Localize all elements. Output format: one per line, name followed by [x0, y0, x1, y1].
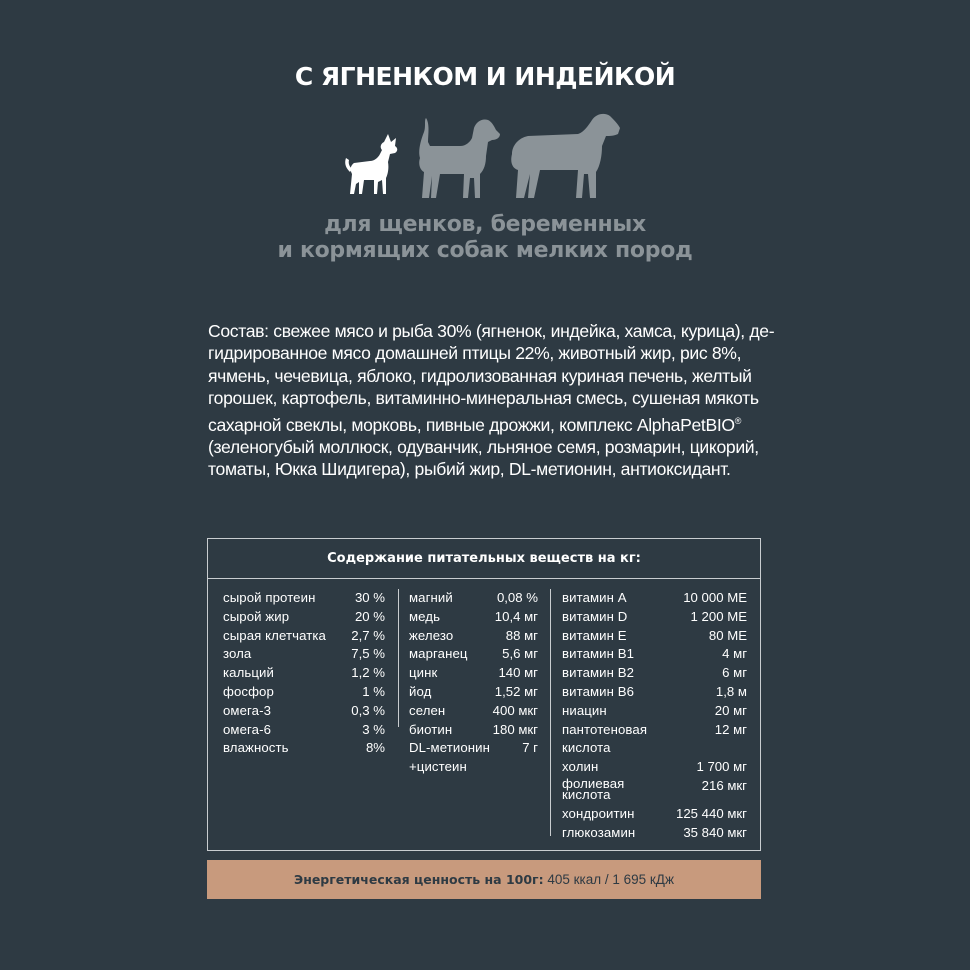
nutrient-name: глюкозамин: [562, 824, 636, 840]
nutrient-name: сырая клетчатка: [223, 627, 326, 643]
nutrient-row: [562, 824, 747, 843]
nutrient-name: биотин: [409, 721, 453, 737]
nutrient-value: 30 %: [354, 590, 385, 605]
nutrient-row: [223, 702, 385, 721]
nutrient-name: пантотеновая кислота: [562, 721, 648, 756]
nutrient-row: [562, 702, 747, 721]
subtitle-line-1: для щенков, беременных: [324, 212, 646, 237]
nutrient-name: омега-6: [223, 721, 272, 737]
nutrient-row: [409, 702, 538, 721]
nutrient-value: 10,4 мг: [494, 608, 538, 624]
nutrient-name: витамин В6: [562, 683, 635, 699]
nutrient-row: [562, 608, 747, 627]
nutrient-column-basic: [223, 589, 385, 758]
nutrient-row: [223, 721, 385, 740]
nutrient-row: [562, 627, 747, 646]
nutrient-name: омега-3: [223, 702, 272, 718]
nutrient-name: витамин В1: [562, 646, 635, 662]
dog-size-icons: [340, 112, 620, 204]
nutrient-row: [409, 645, 538, 664]
composition-line-text: сахарной свеклы, морковь, пивные дрожжи, комплекс AlphaPetBIO: [208, 414, 735, 435]
nutrient-value: 125 440 мкг: [676, 805, 747, 821]
nutrient-row: [409, 739, 538, 758]
nutrient-value: 6 мг: [722, 665, 747, 681]
nutrient-value: 140 мг: [498, 665, 538, 681]
nutrient-row: [562, 805, 747, 824]
nutrient-name: витамин D: [562, 608, 628, 624]
nutrient-value: 180 мкг: [492, 721, 538, 737]
composition-line: ячмень, чечевица, яблоко, гидролизованная куриная печень, желтый: [208, 365, 752, 386]
composition-line: горошек, картофель, витаминно-минеральная смесь, сушеная мякоть: [208, 388, 759, 409]
nutrient-name: сырой жир: [223, 608, 290, 624]
energy-value-bar: [207, 860, 761, 899]
nutrient-name: холин: [562, 759, 599, 775]
nutrient-name: +цистеин: [409, 759, 467, 775]
nutrient-row: [409, 683, 538, 702]
nutrient-row: [223, 739, 385, 758]
registered-mark: ®: [734, 415, 742, 426]
nutrient-row: [409, 589, 538, 608]
nutrient-row: [409, 627, 538, 646]
column-divider: [550, 589, 551, 836]
composition-text: [208, 320, 775, 481]
nutrient-row: [562, 589, 747, 608]
column-divider: [398, 589, 399, 727]
nutrient-row: [223, 683, 385, 702]
nutrient-row: [223, 589, 385, 608]
large-dog-icon: [511, 114, 620, 198]
nutrient-value: 1,2 %: [351, 665, 385, 681]
nutrient-name: йод: [409, 683, 432, 699]
nutrient-name: витамин А: [562, 590, 627, 605]
nutrient-row: [562, 758, 747, 777]
nutrient-value: 8%: [365, 740, 385, 756]
nutrient-name: витамин В2: [562, 665, 635, 681]
nutrient-value: 0,08 %: [496, 590, 538, 605]
nutrient-name: зола: [223, 646, 252, 662]
nutrient-name: кальций: [223, 665, 274, 681]
nutrient-value: 20 мг: [714, 702, 747, 718]
nutrient-row: [409, 721, 538, 740]
nutrient-value: 12 мг: [714, 721, 747, 737]
energy-label: Энергетическая ценность на 100г:: [294, 872, 544, 887]
nutrient-row: [409, 664, 538, 683]
nutrient-value: 7 г: [522, 740, 538, 756]
nutrient-row: [223, 608, 385, 627]
nutrient-row: [223, 664, 385, 683]
nutrient-value: 1,8 м: [715, 683, 747, 699]
nutrient-name: ниацин: [562, 702, 607, 718]
nutrient-name: сырой протеин: [223, 590, 316, 605]
nutrient-value: 4 мг: [722, 646, 747, 662]
nutrient-name: селен: [409, 702, 446, 718]
nutrient-value: 1 700 мг: [696, 759, 747, 775]
product-title: С ЯГНЕНКОМ И ИНДЕЙКОЙ: [294, 62, 676, 91]
nutrient-value: 2,7 %: [351, 627, 385, 643]
nutrient-name: медь: [409, 608, 441, 624]
energy-value: 405 ккал / 1 695 кДж: [543, 872, 674, 887]
nutrient-value: 400 мкг: [492, 702, 538, 718]
nutrient-value: 5,6 мг: [502, 646, 538, 662]
nutrient-value: 88 мг: [505, 627, 538, 643]
nutrient-row: [562, 777, 747, 805]
composition-line: Состав: свежее мясо и рыба 30% (ягненок, индейка, хамса, курица), де-: [208, 321, 775, 341]
subtitle-line-2: и кормящих собак мелких пород: [277, 238, 693, 263]
target-audience: [0, 212, 970, 264]
nutrient-name: влажность: [223, 740, 289, 756]
nutrient-value: 1,52 мг: [494, 683, 538, 699]
nutrient-table-header: Содержание питательных веществ на кг:: [208, 539, 760, 579]
small-dog-icon: [345, 134, 397, 194]
nutrient-value: 10 000 МЕ: [683, 590, 747, 605]
nutrient-value: 35 840 мкг: [683, 824, 747, 840]
nutrient-row: [562, 721, 747, 759]
nutrient-value: 7,5 %: [351, 646, 385, 662]
nutrient-name: марганец: [409, 646, 468, 662]
composition-line-with-mark: [208, 410, 768, 436]
nutrient-value: 0,3 %: [351, 702, 385, 718]
nutrient-name: фолиевая кислота: [562, 775, 625, 802]
nutrient-name: хондроитин: [562, 805, 635, 821]
nutrient-row: [409, 758, 538, 777]
nutrient-column-vitamins: [562, 589, 747, 843]
nutrient-row: [223, 645, 385, 664]
nutrient-value: 1 200 МЕ: [690, 608, 747, 624]
nutrient-row: [562, 683, 747, 702]
nutrient-value: 1 %: [362, 683, 385, 699]
nutrient-name: фосфор: [223, 683, 274, 699]
nutrient-value: 80 МЕ: [708, 627, 747, 643]
composition-line: гидрированное мясо домашней птицы 22%, животный жир, рис 8%,: [208, 343, 742, 364]
nutrient-row: [562, 664, 747, 683]
nutrient-name: магний: [409, 590, 453, 605]
nutrient-value: 3 %: [362, 721, 385, 737]
nutrient-row: [409, 608, 538, 627]
medium-dog-icon: [419, 118, 500, 198]
nutrient-name: DL-метионин: [409, 740, 490, 756]
nutrient-table: [207, 538, 761, 851]
composition-line: (зеленогубый моллюск, одуванчик, льняное семя, розмарин, цикорий,: [208, 437, 759, 458]
nutrient-row: [223, 627, 385, 646]
nutrient-row: [562, 645, 747, 664]
nutrient-value: 20 %: [354, 608, 385, 624]
nutrient-name: железо: [409, 627, 454, 643]
nutrient-value: 216 мкг: [701, 777, 747, 793]
composition-line: томаты, Юкка Шидигера), рыбий жир, DL-метионин, антиоксидант.: [208, 459, 731, 480]
nutrient-column-minerals: [409, 589, 538, 777]
nutrient-name: витамин Е: [562, 627, 627, 643]
nutrient-name: цинк: [409, 665, 438, 681]
